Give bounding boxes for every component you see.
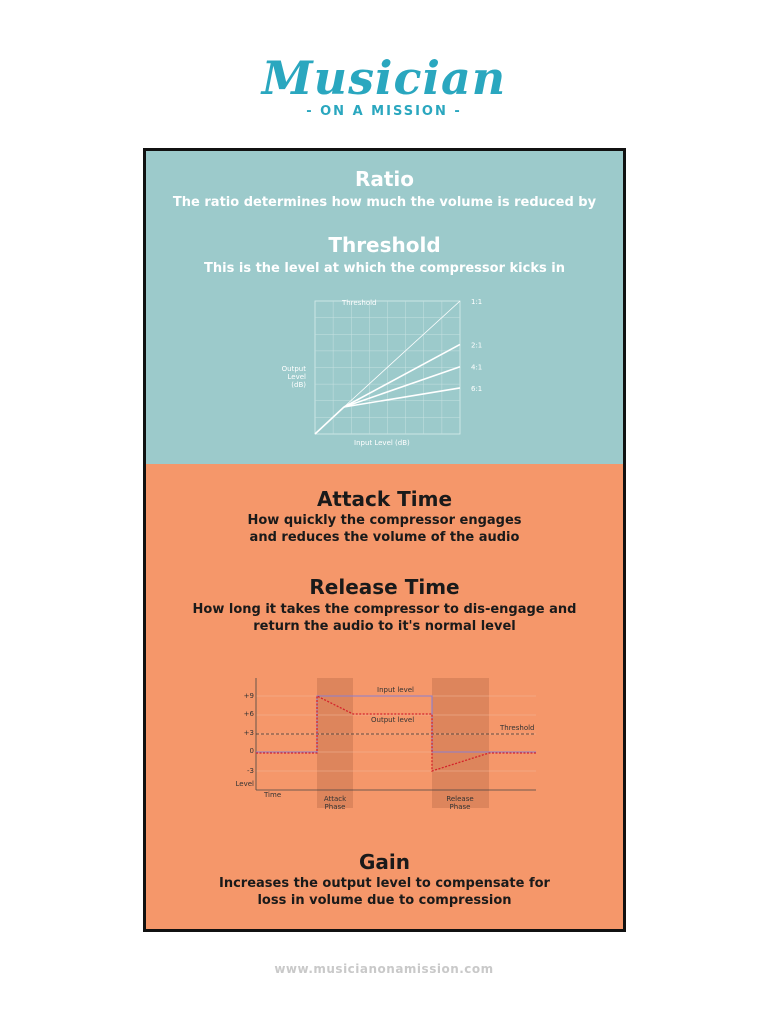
gain-description-line-1: Increases the output level to compensate for bbox=[219, 876, 550, 891]
ratio-label: 1:1 bbox=[471, 298, 483, 306]
y-axis-label: Level bbox=[235, 780, 254, 788]
input-level-line bbox=[256, 696, 536, 752]
ratio-threshold-panel bbox=[146, 151, 623, 464]
ratio-chart bbox=[256, 293, 496, 453]
brand-logo bbox=[0, 48, 768, 119]
attack-description-line-2: and reduces the volume of the audio bbox=[249, 530, 520, 545]
logo-tagline: - ON A MISSION - bbox=[306, 104, 462, 119]
attack-phase-band bbox=[317, 678, 353, 808]
ratio-label: 2:1 bbox=[471, 341, 483, 350]
gain-description-line-2: loss in volume due to compression bbox=[257, 893, 512, 908]
y-axis-label-line-2: Level bbox=[287, 373, 306, 381]
x-axis-label: Time bbox=[264, 791, 282, 799]
release-phase-band bbox=[432, 678, 489, 808]
release-phase-label-line-2: Phase bbox=[449, 803, 471, 811]
threshold-axis-label: Threshold bbox=[342, 299, 377, 307]
output-level-line bbox=[256, 696, 536, 771]
y-axis-label-line-1: Output bbox=[281, 365, 306, 373]
ratio-title: Ratio bbox=[354, 167, 415, 191]
attack-release-chart bbox=[224, 674, 544, 814]
threshold-description: This is the level at which the compressor kicks in bbox=[204, 261, 565, 276]
release-phase-label-line-1: Release bbox=[446, 795, 474, 803]
input-level-label: Input level bbox=[377, 686, 414, 694]
release-title: Release Time bbox=[309, 575, 460, 599]
y-tick-label: +9 bbox=[243, 692, 254, 700]
infographic-card bbox=[143, 148, 626, 932]
output-level-label: Output level bbox=[371, 716, 415, 724]
y-tick-label: 0 bbox=[249, 747, 254, 755]
gain-title-text: Gain bbox=[358, 850, 410, 874]
ratio-label: 6:1 bbox=[471, 384, 483, 393]
ratio-label: 4:1 bbox=[471, 363, 483, 372]
attack-title: Attack Time bbox=[316, 487, 453, 511]
x-axis-label: Input Level (dB) bbox=[354, 439, 410, 447]
y-tick-label: +3 bbox=[243, 729, 254, 737]
threshold-label: Threshold bbox=[500, 724, 535, 732]
attack-phase-label-line-1: Attack bbox=[323, 795, 347, 803]
threshold-title: Threshold bbox=[328, 233, 441, 257]
y-tick-label: +6 bbox=[243, 710, 254, 718]
y-tick-label: -3 bbox=[247, 767, 254, 775]
y-axis-label-line-3: (dB) bbox=[291, 381, 306, 389]
ratio-description: The ratio determines how much the volume is reduced by bbox=[172, 195, 597, 210]
attack-release-gain-panel bbox=[146, 464, 623, 929]
logo-wordmark: Musician bbox=[261, 51, 507, 105]
below-threshold-line bbox=[315, 407, 344, 434]
attack-description-line-1: How quickly the compressor engages bbox=[247, 513, 522, 528]
attack-phase-label-line-2: Phase bbox=[324, 803, 346, 811]
release-description-line-1: How long it takes the compressor to dis-engage and bbox=[192, 602, 577, 617]
website-url: www.musicianonamission.com bbox=[274, 962, 494, 976]
release-description-line-2: return the audio to it's normal level bbox=[253, 619, 516, 634]
